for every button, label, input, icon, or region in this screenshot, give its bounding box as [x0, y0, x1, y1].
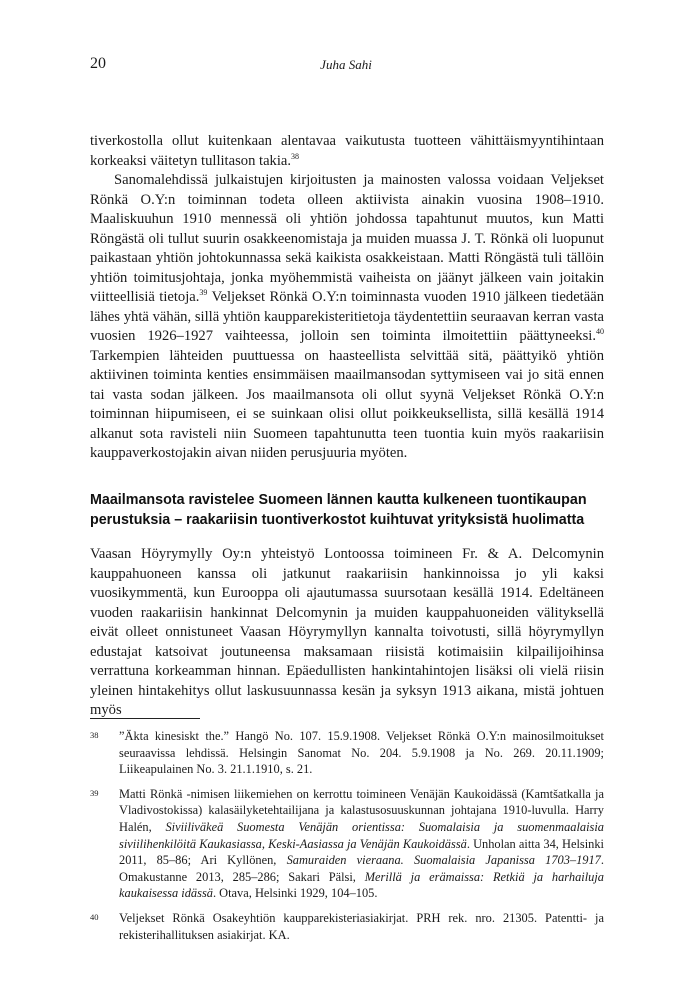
footnote-39: [90, 786, 604, 902]
paragraph-2-text-a: Sanomalehdissä julkaistujen kirjoitusten ja mainosten valossa voidaan Veljekset Rönkä O.Y:n toiminnan todeta olleen aktiivista ainakin vuosina 1908–1910. Maaliskuuhun 1910 mennessä oli yhtiön johdossa tapahtunut muutos, kun Matti Röngästä oli tullut suurin osakkeenomistaja ja muiden muassa J. T. Rönkä oli luopunut paikastaan yhtiön johtokunnassa sekä kaikista osakkeistaan. Matti Röngästä tuli tällöin yhtiön toimitusjohtaja, jonka myöhemmistä vaiheista on jäänyt jälkeen vain joitakin viitteellisiä tietoja.: [90, 172, 604, 305]
main-text: [90, 132, 604, 464]
paragraph-2-text-c: Tarkempien lähteiden puuttuessa on haasteellista selvittää sitä, päättyikö yhtiön aktiivinen toiminta kenties ensimmäisen maailmansodan syttymiseen vai jo sitä ennen tai vasta sodan jälkeen. Jos maailmansota oli ollut syynä Veljekset Rönkä O.Y:n toiminnan hiipumiseen, ei se suinkaan olisi ollut poikkeuksellista, sillä kesällä 1914 alkanut sota ravisteli niin Suomeen tapahtunutta teen tuontia kuin myös raakariisin kauppaverkostojakin aivan niiden perusjuuria myöten.: [90, 347, 604, 461]
paragraph-2-text-b: Veljekset Rönkä O.Y:n toiminnasta vuoden 1910 jälkeen tiedetään lähes yhtä vähän, sillä yhtiön kaupparekisteritietoja täydentettiin seuraavan kerran vasta vuosien 1926–1927 vaihteessa, jolloin sen toiminta ilmoitettiin päättyneeksi.: [90, 289, 604, 344]
footnote-ref-40[interactable]: 40: [596, 327, 604, 336]
section-heading: Maailmansota ravistelee Suomeen lännen kautta kulkeneen tuontikaupan perustuksia – raakariisin tuontiverkostot kuihtuvat yrityksistä huolimatta: [90, 492, 587, 528]
footnote-number: 38: [90, 730, 99, 740]
citation-title: Siviiliväkeä Suomesta Venäjän orientissa: Suomalaisia ja suomenmaalaisia siviilihenkilöitä Kaukasiassa, Keski-Aasiassa ja Venäjän Kaukoidässä: [119, 819, 604, 851]
citation-title: Merillä ja erämaissa: Retkiä ja harhailuja kaukaisessa idässä: [119, 869, 604, 901]
footnote-number: 40: [90, 911, 99, 922]
page-number: 20: [90, 55, 106, 72]
running-title: Juha Sahi: [320, 57, 372, 72]
footnote-number: 39: [90, 787, 99, 798]
footnote-40: [90, 910, 604, 943]
footnote-ref-38[interactable]: 38: [291, 151, 300, 161]
citation-title: Samuraiden vieraana. Suomalaisia Japanissa 1703–1917: [286, 853, 601, 868]
footnotes: [90, 728, 604, 951]
footnote-ref-39[interactable]: 39: [199, 288, 208, 297]
section-paragraph: Vaasan Höyrymylly Oy:n yhteistyö Lontoossa toimineen Fr. & A. Delcomynin kauppahuoneen kanssa oli jatkunut raakariisin hankinnoissa jo yli kaksi vuosikymmentä, kun Eurooppa oli ajautumassa suursotaan kesällä 1914. Edeltäneen vuoden raakariisin hankinnat Delcomynin ja muiden kauppahuoneiden välityksellä eivät olleet onnistuneet Vaasan Höyrymyllyn kannalta toivotusti, sillä höyrymyllyn edustajat katsoivat joutuneensa maksamaan riisistä kotimaisiin kilpailijoihinsa verrattuna korkeamman hinnan. Epäedullisten hankintahintojen lisäksi oli vielä riisin yleinen hintakehitys ollut laskusuunnassa kesän ja syksyn 1913 aikana, mistä johtuen myös: [90, 546, 604, 718]
footnote-text: . Omakustanne 2013, 285–286; Sakari Pälsi,: [119, 853, 604, 884]
footnote-38: [90, 728, 604, 778]
footnote-text: Veljekset Rönkä Osakeyhtiön kaupparekisteriasiakirjat. PRH rek. nro. 21305. Patentti- ja rekisterihallituksen asiakirjat. KA.: [119, 910, 604, 942]
footnote-text: Matti Rönkä -nimisen liikemiehen on kerrottu toimineen Venäjän Kaukoidässä (Kamtšatkalla ja Vladivostokissa) kalasäilyketehtailijana ja kalastusosuuskunnan johtajana 1910-luvulla. Harry Halén,: [119, 786, 604, 834]
footnote-text: . Unholan aitta 34, Helsinki 2011, 85–86; Ari Kyllönen,: [119, 836, 604, 868]
footnote-text: . Otava, Helsinki 1929, 104–105.: [212, 886, 378, 901]
footnote-divider: [90, 718, 200, 719]
paragraph-1-text: tiverkostolla ollut kuitenkaan alentavaa vaikutusta tuotteen vähittäismyyntihintaan korkeaksi väitetyn tullitason takia.: [90, 133, 604, 169]
paragraph-2: [90, 171, 604, 464]
paragraph-1: [90, 132, 604, 171]
footnote-text: ”Äkta kinesiskt the.” Hangö No. 107. 15.9.1908. Veljekset Rönkä O.Y:n mainosilmoitukset seuraavissa lehdissä. Helsingin Sanomat No. 204. 5.9.1908 ja No. 269. 20.11.1909; Liikeapulainen No. 3. 21.1.1910, s. 21.: [119, 729, 604, 777]
